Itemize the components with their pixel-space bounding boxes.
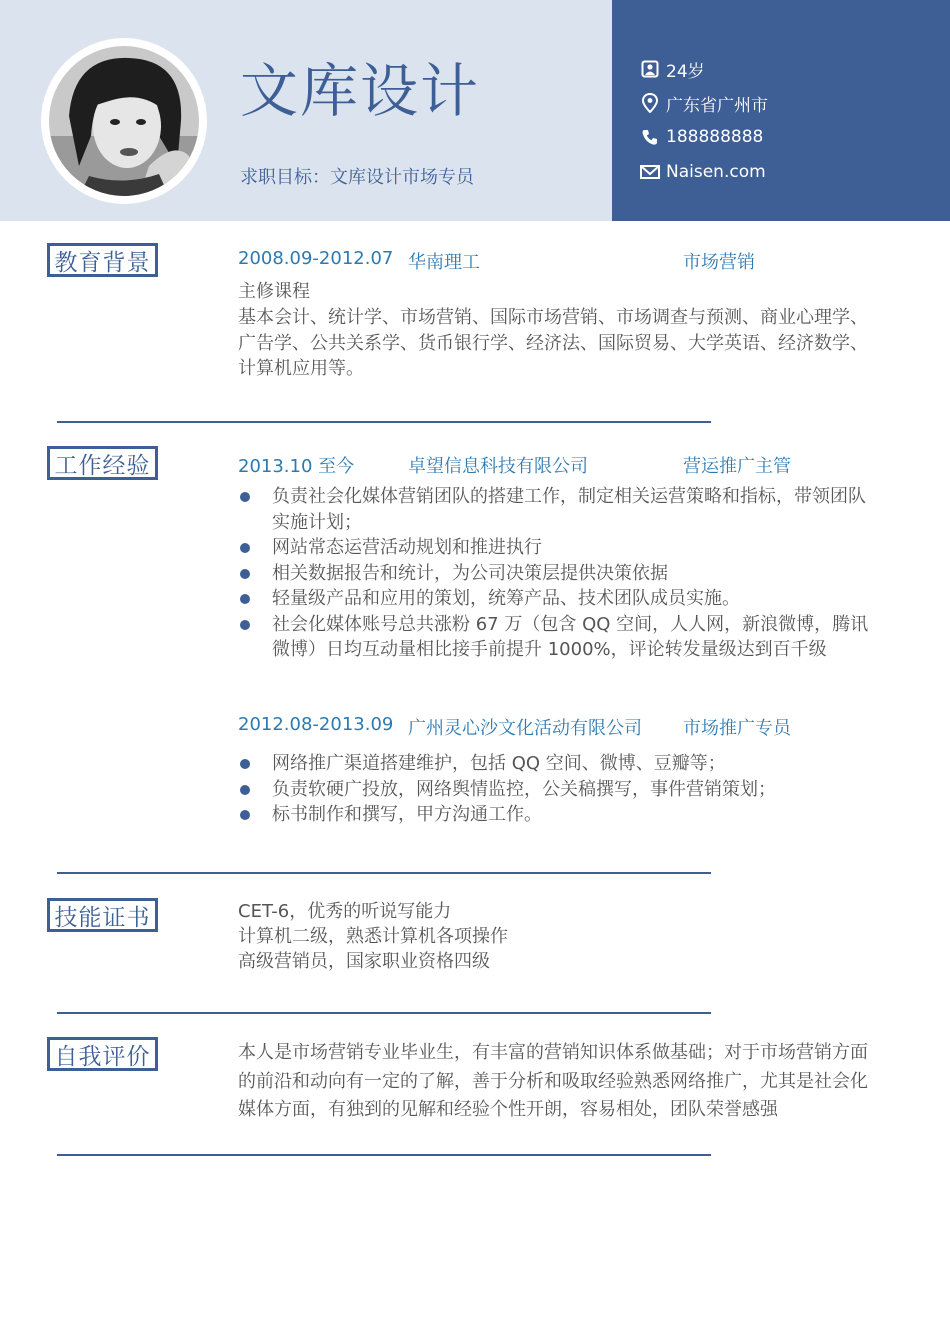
list-item: 轻量级产品和应用的策划，统筹产品、技术团队成员实施。 bbox=[238, 586, 878, 612]
contact-age bbox=[640, 57, 705, 81]
bullet-icon bbox=[240, 810, 250, 820]
skill-item: 高级营销员，国家职业资格四级 bbox=[238, 951, 490, 972]
bullet-icon bbox=[240, 620, 250, 630]
list-item: 网络推广渠道搭建维护，包括 QQ 空间、微博、豆瓣等； bbox=[238, 751, 878, 777]
bullet-icon bbox=[240, 594, 250, 604]
courses-label: 主修课程 bbox=[238, 281, 310, 302]
email-text: Naisen.com bbox=[666, 162, 766, 182]
avatar bbox=[41, 38, 207, 204]
job-role: 营运推广主管 bbox=[683, 456, 791, 477]
bullet-icon bbox=[240, 492, 250, 502]
job-duties-list bbox=[238, 484, 878, 663]
bullet-icon bbox=[240, 785, 250, 795]
list-item: 标书制作和撰写，甲方沟通工作。 bbox=[238, 802, 878, 828]
education-period: 2008.09-2012.07 bbox=[238, 248, 394, 269]
location-text: 广东省广州市 bbox=[666, 95, 768, 116]
contact-phone bbox=[640, 125, 763, 149]
list-item: 社会化媒体账号总共涨粉 67 万（包含 QQ 空间，人人网，新浪微博，腾讯微博）日均互动量相比接手前提升 1000%，评论转发量级达到百千级 bbox=[238, 612, 878, 663]
job-objective: 求职目标：文库设计市场专员 bbox=[240, 167, 474, 188]
self-eval-text: 本人是市场营销专业毕业生，有丰富的营销知识体系做基础；对于市场营销方面的前沿和动向有一定的了解，善于分析和吸取经验熟悉网络推广，尤其是社会化媒体方面，有独到的见解和经验个性开朗，容易相处，团队荣誉感强 bbox=[238, 1042, 868, 1120]
list-item: 负责软硬广投放，网络舆情监控，公关稿撰写，事件营销策划； bbox=[238, 777, 878, 803]
age-text: 24岁 bbox=[666, 61, 705, 82]
contact-location bbox=[640, 91, 768, 115]
phone-text: 188888888 bbox=[666, 127, 764, 147]
section-title-skills: 技能证书 bbox=[47, 898, 158, 932]
portrait-photo bbox=[49, 46, 199, 196]
location-pin-icon bbox=[640, 93, 660, 113]
section-divider bbox=[57, 421, 711, 423]
bullet-icon bbox=[240, 759, 250, 769]
job-company: 卓望信息科技有限公司 bbox=[408, 456, 588, 477]
job-duties-list bbox=[238, 751, 878, 828]
courses-list: 基本会计、统计学、市场营销、国际市场营销、市场调查与预测、商业心理学、广告学、公共关系学、货币银行学、经济法、国际贸易、大学英语、经济数学、计算机应用等。 bbox=[238, 307, 868, 379]
section-divider bbox=[57, 872, 711, 874]
phone-icon bbox=[640, 127, 660, 147]
list-item: 相关数据报告和统计，为公司决策层提供决策依据 bbox=[238, 561, 878, 587]
job-period: 2013.10 至今 bbox=[238, 456, 355, 477]
section-title-self-eval: 自我评价 bbox=[47, 1037, 158, 1071]
job-company: 广州灵心沙文化活动有限公司 bbox=[408, 718, 642, 739]
bullet-icon bbox=[240, 569, 250, 579]
contact-email bbox=[640, 160, 766, 184]
list-item: 网站常态运营活动规划和推进执行 bbox=[238, 535, 878, 561]
bullet-icon bbox=[240, 543, 250, 553]
resume-name: 文库设计 bbox=[240, 57, 481, 125]
section-divider bbox=[57, 1012, 711, 1014]
education-school: 华南理工 bbox=[408, 252, 480, 273]
skill-item: CET-6，优秀的听说写能力 bbox=[238, 901, 452, 922]
job-period: 2012.08-2013.09 bbox=[238, 714, 394, 735]
education-major: 市场营销 bbox=[683, 252, 755, 273]
list-item: 负责社会化媒体营销团队的搭建工作，制定相关运营策略和指标，带领团队实施计划； bbox=[238, 484, 878, 535]
section-divider bbox=[57, 1154, 711, 1156]
mail-icon bbox=[640, 162, 660, 182]
person-icon bbox=[640, 59, 660, 79]
section-title-work: 工作经验 bbox=[47, 446, 158, 480]
section-title-education: 教育背景 bbox=[47, 243, 158, 277]
job-role: 市场推广专员 bbox=[683, 718, 791, 739]
skill-item: 计算机二级，熟悉计算机各项操作 bbox=[238, 926, 508, 947]
